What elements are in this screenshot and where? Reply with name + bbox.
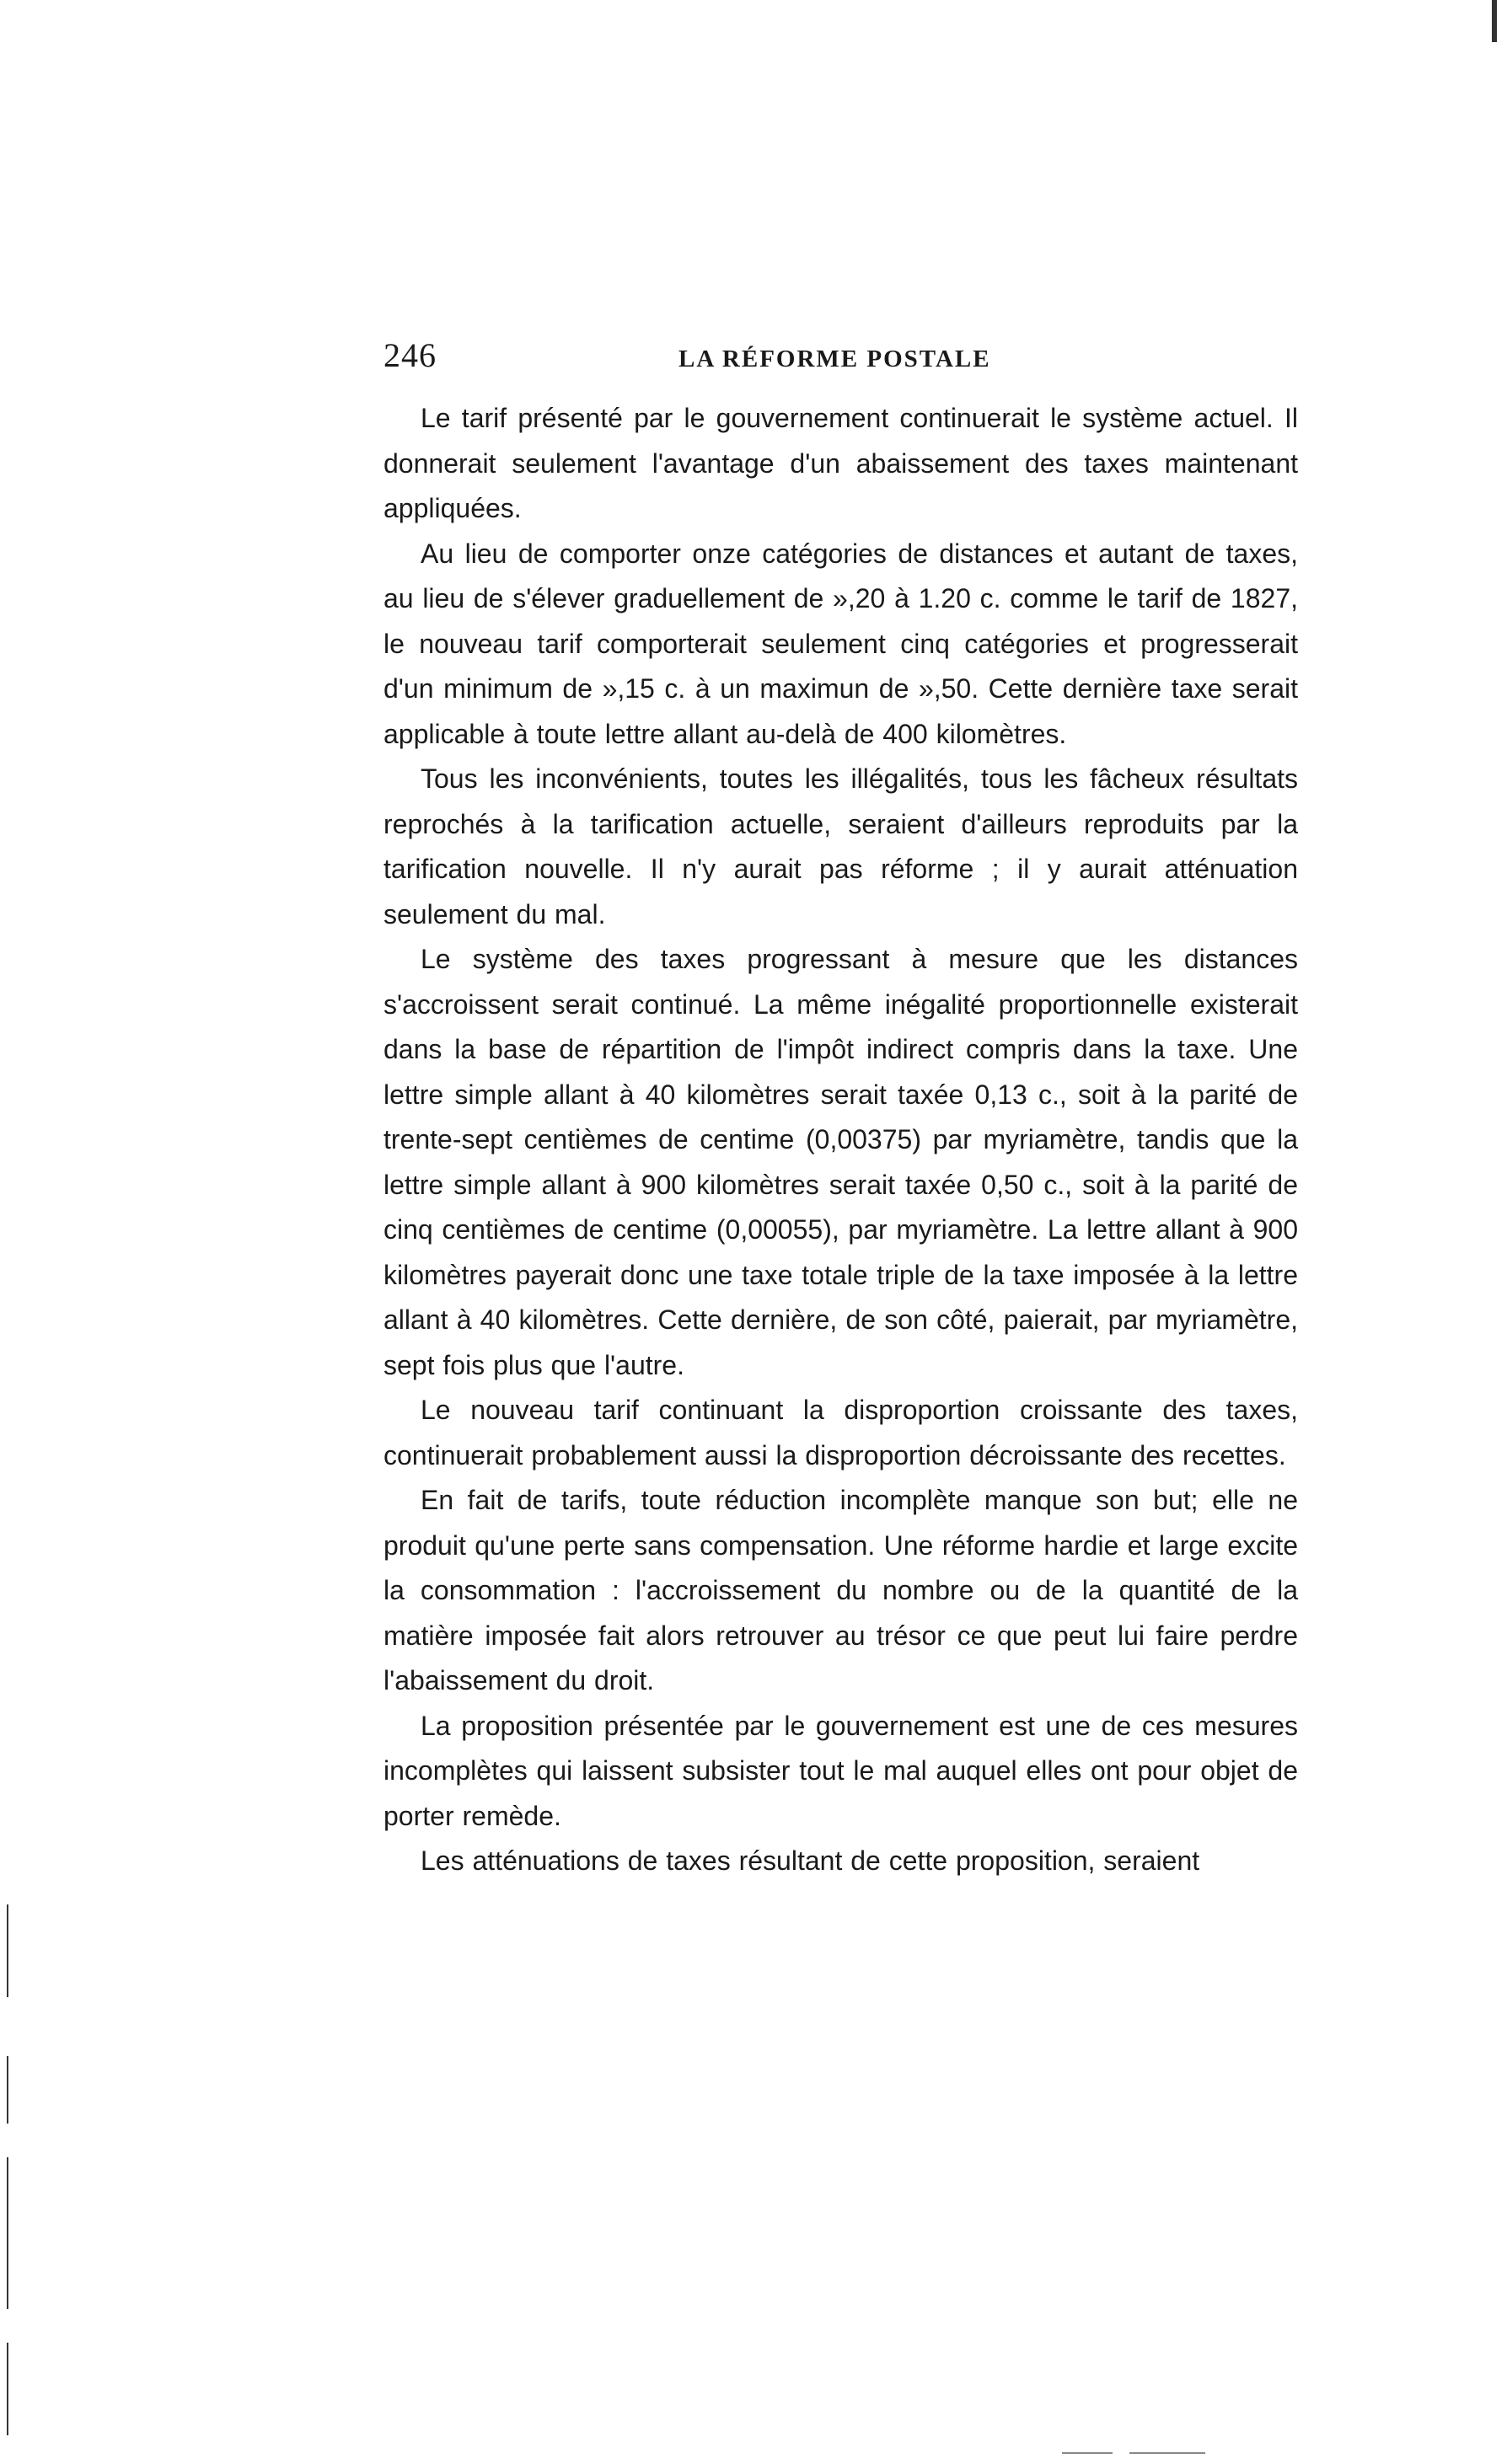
running-title: LA RÉFORME POSTALE xyxy=(678,345,991,372)
page-number: 246 xyxy=(383,336,437,374)
scan-artifact xyxy=(1129,2452,1205,2454)
scan-artifact xyxy=(7,1904,8,1997)
paragraph: Le tarif présenté par le gouvernement continuerait le système actuel. Il donnerait seulement l'avantage d'un abaissement des taxes maintenant appliquées. xyxy=(383,403,1298,523)
scan-artifact xyxy=(7,2157,8,2309)
page-header xyxy=(383,335,1311,383)
paragraph: Le nouveau tarif continuant la disproportion croissante des taxes, continuerait probablement aussi la disproportion décroissante des recettes. xyxy=(383,1395,1298,1470)
paragraph: Tous les inconvénients, toutes les illégalités, tous les fâcheux résultats reprochés à la tarification actuelle, seraient d'ailleurs reproduits par la tarification nouvelle. Il n'y aurait pas réforme ; il y aurait atténuation seulement du mal. xyxy=(383,763,1298,929)
paragraph: Le système des taxes progressant à mesure que les distances s'accroissent serait continué. La même inégalité proportionnelle existerait dans la base de répartition de l'impôt indirect compris dans la taxe. Une lettre simple allant à 40 kilomètres serait taxée 0,13 c., soit à la parité de trente-sept centièmes de centime (0,00375) par myriamètre, tandis que la lettre simple allant à 900 kilomètres serait taxée 0,50 c., soit à la parité de cinq centièmes de centime (0,00055), par myriamètre. La lettre allant à 900 kilomètres payerait donc une taxe totale triple de la taxe imposée à la lettre allant à 40 kilomètres. Cette dernière, de son côté, paierait, par myriamètre, sept fois plus que l'autre. xyxy=(383,944,1298,1380)
body-text xyxy=(383,396,1298,1884)
paragraph: La proposition présentée par le gouvernement est une de ces mesures incomplètes qui laissent subsister tout le mal auquel elles ont pour objet de porter remède. xyxy=(383,1710,1298,1831)
scan-artifact xyxy=(7,2343,8,2435)
scan-artifact xyxy=(7,2056,8,2124)
paragraph: Au lieu de comporter onze catégories de distances et autant de taxes, au lieu de s'élever graduellement de »,20 à 1.20 c. comme le tarif de 1827, le nouveau tarif comporterait seulement cinq catégories et progresserait d'un minimum de »,15 c. à un maximun de »,50. Cette dernière taxe serait applicable à toute lettre allant au-delà de 400 kilomètres. xyxy=(383,538,1298,749)
paragraph: En fait de tarifs, toute réduction incomplète manque son but; elle ne produit qu'une perte sans compensation. Une réforme hardie et large excite la consommation : l'accroissement du nombre ou de la quantité de la matière imposée fait alors retrouver au trésor ce que peut lui faire perdre l'abaissement du droit. xyxy=(383,1485,1298,1695)
scan-artifact xyxy=(1062,2452,1113,2454)
scan-artifact xyxy=(1492,0,1497,42)
paragraph: Les atténuations de taxes résultant de cette proposition, seraient xyxy=(421,1845,1200,1876)
